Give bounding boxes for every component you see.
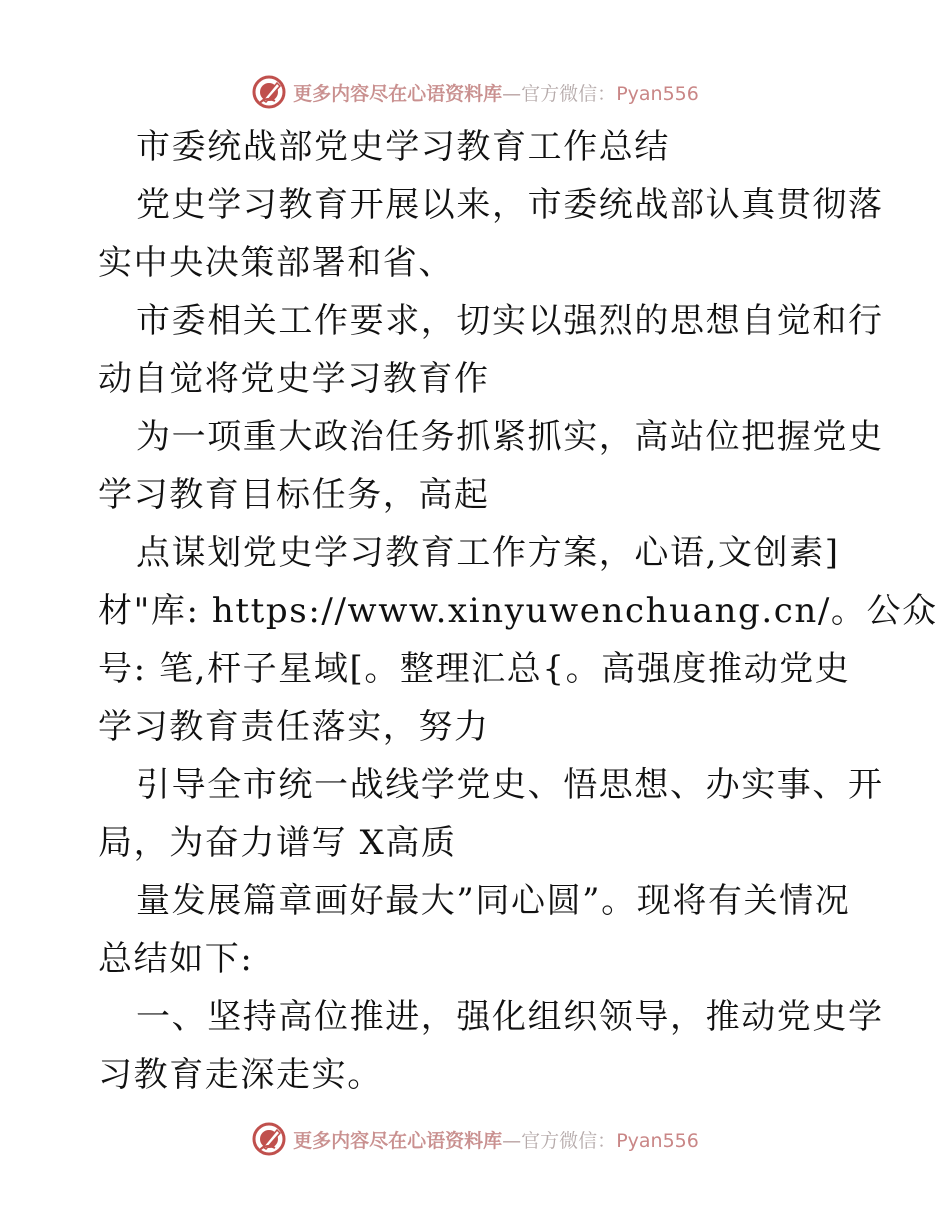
watermark-text (293, 1126, 699, 1153)
document-title: 市委统战部党史学习教育工作总结 (136, 127, 670, 167)
text-line: 总结如下: (98, 939, 254, 979)
document-body (98, 118, 938, 1104)
text-line: 学习教育目标任务，高起 (98, 475, 490, 515)
watermark-dash: — (502, 1129, 522, 1152)
text-line: 引导全市统一战线学党史、悟思想、办实事、开 (136, 765, 884, 805)
watermark-text (293, 79, 699, 106)
watermark-footer (0, 1117, 950, 1161)
text-line: 为一项重大政治任务抓紧抓实，高站位把握党史 (136, 417, 884, 457)
watermark-wechat-id: Pyan556 (616, 1129, 699, 1152)
watermark-site-text: 更多内容尽在心语资料库 (293, 82, 503, 105)
text-line: 学习教育责任落实，努力 (98, 707, 490, 747)
text-line: 一、坚持高位推进，强化组织领导，推动党史学 (136, 997, 884, 1037)
text-line: 局，为奋力谱写 X高质 (98, 823, 457, 863)
watermark-dash: — (502, 82, 522, 105)
watermark-site-text: 更多内容尽在心语资料库 (293, 1129, 503, 1152)
text-line: 市委相关工作要求，切实以强烈的思想自觉和行 (136, 301, 884, 341)
text-line: 动自觉将党史学习教育作 (98, 359, 490, 399)
text-line: 习教育走深走实。 (98, 1055, 383, 1095)
text-line: 量发展篇章画好最大”同心圆”。现将有关情况 (136, 881, 851, 921)
text-line: 实中央决策部署和省、 (98, 243, 454, 283)
pen-logo-icon (251, 1121, 287, 1157)
watermark-wechat-id: Pyan556 (616, 82, 699, 105)
text-line: 点谋划党史学习教育工作方案，心语,文创素] (136, 533, 840, 573)
watermark-wechat-label: 官方微信： (521, 82, 617, 105)
watermark-header (0, 70, 950, 114)
pen-logo-icon (251, 74, 287, 110)
watermark-wechat-label: 官方微信： (521, 1129, 617, 1152)
text-line: 材"库: https://www.xinyuwenchuang.cn/。公众 (98, 591, 938, 631)
text-line: 党史学习教育开展以来，市委统战部认真贯彻落 (136, 185, 884, 225)
text-line: 号: 笔,杆子星域[。整理汇总{。高强度推动党史 (98, 649, 851, 689)
